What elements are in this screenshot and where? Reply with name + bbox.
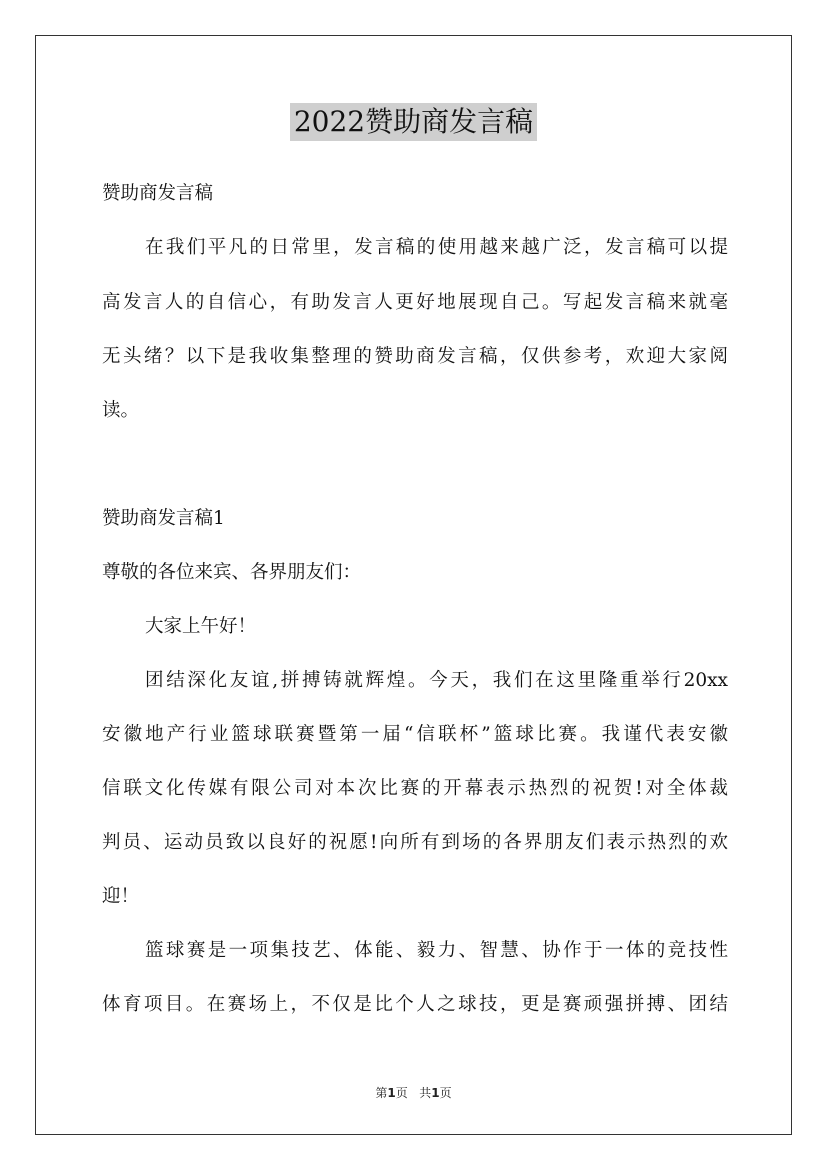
intro-line-4: 读。 bbox=[102, 400, 140, 421]
page-number: 1 bbox=[387, 1086, 396, 1100]
total-pages: 1 bbox=[431, 1086, 440, 1100]
para2-line-2: 体育项目。在赛场上，不仅是比个人之球技，更是赛顽强拼搏、团结 bbox=[102, 994, 728, 1015]
para1-line-2: 安徽地产行业篮球联赛暨第一届“信联杯”篮球比赛。我谨代表安徽 bbox=[102, 724, 728, 745]
intro-line-3: 无头绪？以下是我收集整理的赞助商发言稿，仅供参考，欢迎大家阅 bbox=[102, 346, 728, 367]
intro-line-1: 在我们平凡的日常里，发言稿的使用越来越广泛，发言稿可以提 bbox=[145, 237, 728, 258]
salutation: 尊敬的各位来宾、各界朋友们： bbox=[102, 562, 362, 583]
section-heading: 赞助商发言稿1 bbox=[102, 508, 225, 529]
total-prefix: 共 bbox=[419, 1086, 432, 1100]
subtitle: 赞助商发言稿 bbox=[102, 183, 214, 204]
para1-line-1: 团结深化友谊,拼搏铸就辉煌。今天，我们在这里隆重举行20xx bbox=[145, 670, 728, 691]
document-title: 2022赞助商发言稿 bbox=[290, 103, 537, 141]
title-container bbox=[0, 103, 827, 141]
greeting: 大家上午好！ bbox=[145, 616, 257, 637]
para1-line-5: 迎！ bbox=[102, 886, 140, 907]
page-footer bbox=[0, 1085, 827, 1101]
para1-line-3: 信联文化传媒有限公司对本次比赛的开幕表示热烈的祝贺!对全体裁 bbox=[102, 778, 728, 799]
page-prefix: 第 bbox=[375, 1086, 388, 1100]
para2-line-1: 篮球赛是一项集技艺、体能、毅力、智慧、协作于一体的竞技性 bbox=[145, 940, 728, 961]
total-suffix: 页 bbox=[439, 1086, 452, 1100]
intro-line-2: 高发言人的自信心，有助发言人更好地展现自己。写起发言稿来就毫 bbox=[102, 292, 728, 313]
para1-line-4: 判员、运动员致以良好的祝愿!向所有到场的各界朋友们表示热烈的欢 bbox=[102, 832, 728, 853]
page-suffix: 页 bbox=[395, 1086, 408, 1100]
